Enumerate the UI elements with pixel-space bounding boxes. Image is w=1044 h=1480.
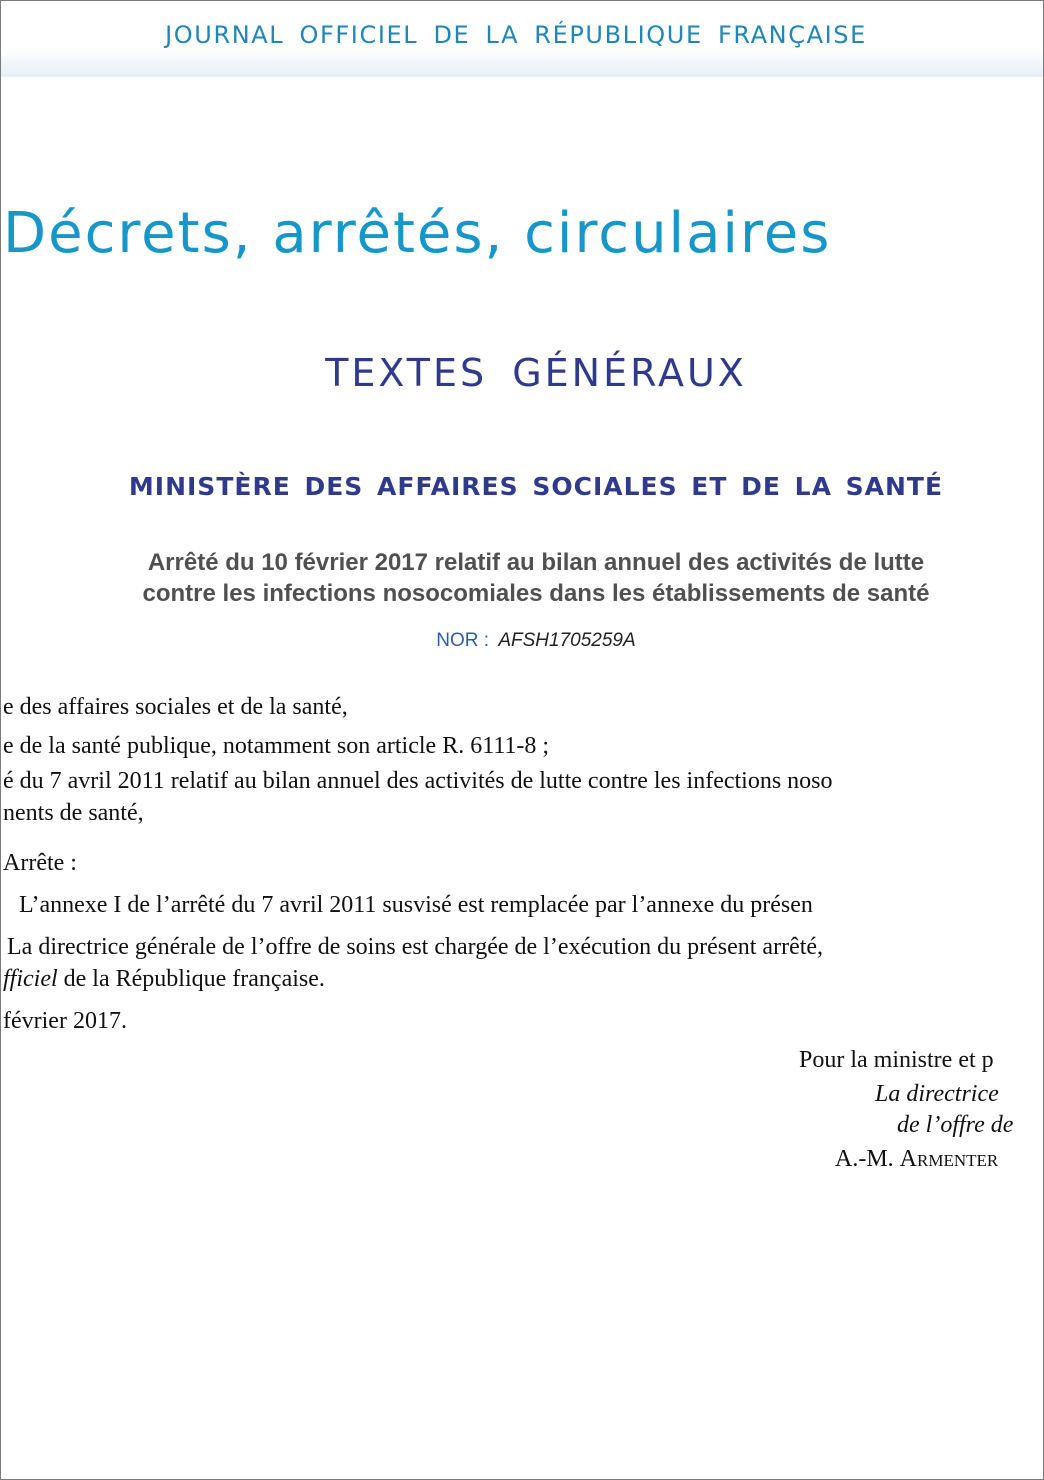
signature-line-2: La directrice — [875, 1081, 999, 1107]
body-line-1: e des affaires sociales et de la santé, — [3, 694, 348, 720]
ministry-heading: MINISTÈRE DES AFFAIRES SOCIALES ET DE LA SANTÉ — [128, 472, 944, 501]
signature-name: Armenter — [899, 1146, 999, 1172]
arrete-title-line-2: contre les infections nosocomiales dans les établissements de santé — [142, 580, 930, 607]
nor-code: AFSH1705259A — [498, 630, 636, 651]
arrete-title — [1, 547, 1044, 609]
section-subtitle: TEXTES GÉNÉRAUX — [325, 351, 747, 395]
arrete-title-line-1: Arrêté du 10 février 2017 relatif au bilan annuel des activités de lutte — [147, 549, 925, 576]
body-line-6: L’annexe I de l’arrêté du 7 avril 2011 susvisé est remplacée par l’annexe du présen — [19, 892, 813, 918]
nor-reference — [1, 630, 1044, 652]
journal-header — [1, 1, 1044, 77]
body-line-8-rest: de la République française. — [57, 966, 325, 992]
body-line-8-italic: fficiel — [3, 966, 58, 992]
body-line-8 — [3, 967, 325, 991]
signature-line-3: de l’offre de — [897, 1112, 1014, 1138]
section-title: Décrets, arrêtés, circulaires — [3, 201, 832, 266]
signature-line-1: Pour la ministre et p — [799, 1047, 994, 1073]
signature-initials: A.-M. — [835, 1146, 900, 1172]
body-line-5: Arrête : — [3, 850, 77, 876]
journal-title: JOURNAL OFFICIEL DE LA RÉPUBLIQUE FRANÇAISE — [165, 21, 867, 49]
nor-label: NOR : — [436, 630, 490, 651]
body-line-7: La directrice générale de l’offre de soins est chargée de l’exécution du présent arrêté, — [7, 934, 824, 960]
body-line-3: é du 7 avril 2011 relatif au bilan annuel des activités de lutte contre les infections noso — [3, 768, 833, 794]
body-line-4: nents de santé, — [3, 800, 144, 826]
body-line-9: février 2017. — [3, 1008, 127, 1034]
body-line-2: e de la santé publique, notamment son article R. 6111-8 ; — [3, 733, 550, 759]
signature-line-4 — [835, 1147, 998, 1171]
